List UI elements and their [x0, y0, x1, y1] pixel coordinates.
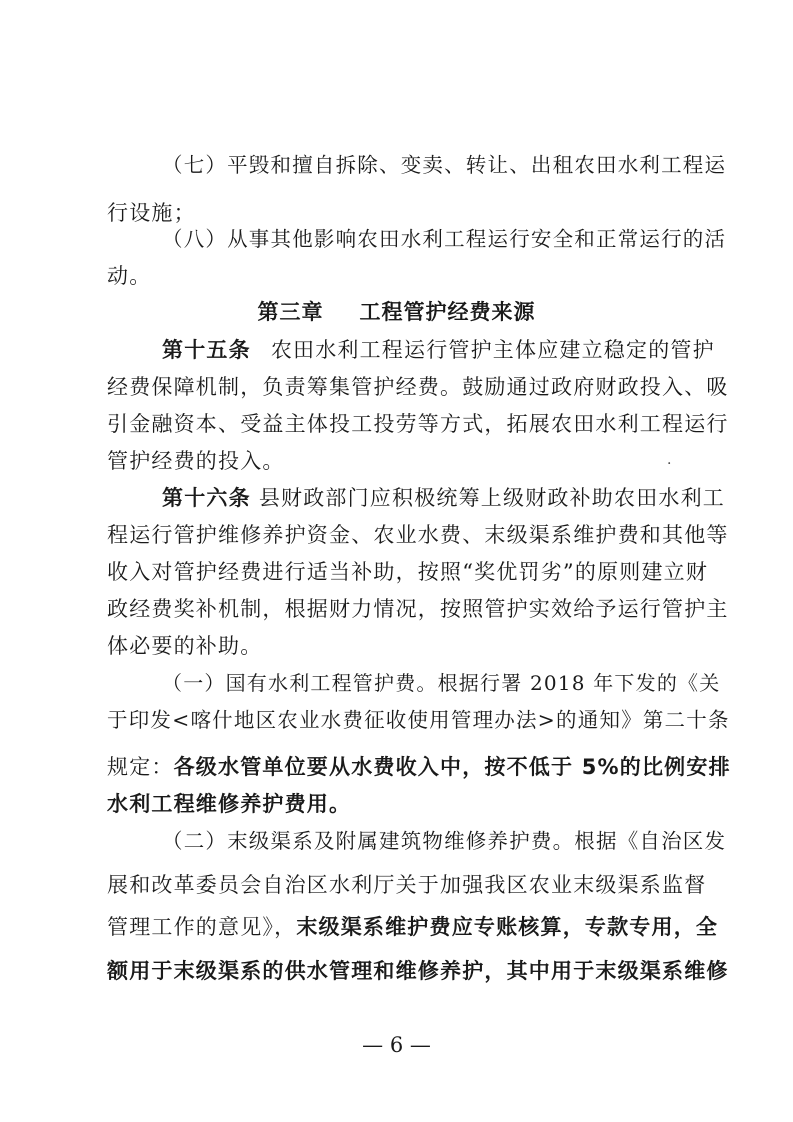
article-16-line-1: [162, 483, 725, 513]
item-2-prefix: 管理工作的意见》，: [107, 915, 297, 939]
article-16-label: 第十六条: [162, 486, 251, 510]
item-1-prefix: 规定：: [107, 755, 174, 779]
chapter-number: 第三章: [257, 300, 324, 324]
paragraph-item-8-line-1: （八）从事其他影响农田水利工程运行安全和正常运行的活: [162, 227, 727, 251]
article-15-line-3: 引金融资本、受益主体投工投劳等方式，拓展农田水利工程运行: [107, 412, 729, 436]
article-15-line-2: 经费保障机制，负责筹集管护经费。鼓励通过政府财政投入、吸: [107, 375, 729, 399]
paragraph-item-7-line-2: 行设施；: [107, 201, 196, 225]
article-16-line-3: 收入对管护经费进行适当补助，按照“奖优罚劣”的原则建立财: [107, 560, 709, 584]
item-2-line-3: [107, 912, 718, 942]
item-2-line-4: 额用于末级渠系的供水管理和维修养护，其中用于末级渠系维修: [107, 959, 729, 983]
article-15-text-1: 农田水利工程运行管护主体应建立稳定的管护: [270, 338, 715, 362]
article-15-line-1: [162, 335, 715, 365]
item-1-line-3: [107, 752, 731, 782]
item-1-line-1: （一）国有水利工程管护费。根据行署 2018 年下发的《关: [162, 671, 721, 695]
speck-mark: ·: [667, 456, 672, 472]
article-15-line-4: 管护经费的投入。: [107, 449, 285, 473]
paragraph-item-7-line-1: （七）平毁和擅自拆除、变卖、转让、出租农田水利工程运: [162, 153, 727, 177]
article-16-line-5: 体必要的补助。: [107, 634, 263, 658]
chapter-title: 工程管护经费来源: [359, 300, 536, 324]
page-number: — 6 —: [362, 1033, 431, 1057]
article-16-line-2: 程运行管护维修养护资金、农业水费、末级渠系维护费和其他等: [107, 523, 729, 547]
item-2-line-2: 展和改革委员会自治区水利厅关于加强我区农业末级渠系监督: [107, 873, 707, 897]
article-16-text-1: 县财政部门应积极统筹上级财政补助农田水利工: [258, 486, 726, 510]
article-15-label: 第十五条: [162, 338, 251, 362]
item-1-line-4: 水利工程维修养护费用。: [107, 792, 352, 816]
paragraph-item-8-line-2: 动。: [107, 264, 152, 288]
item-2-line-1: （二）末级渠系及附属建筑物维修养护费。根据《自治区发: [162, 829, 727, 853]
item-1-line-2: 于印发<喀什地区农业水费征收使用管理办法>的通知》第二十条: [107, 708, 730, 732]
item-1-bold-1: 各级水管单位要从水费收入中，按不低于 5%的比例安排: [173, 755, 731, 779]
item-2-bold-1: 末级渠系维护费应专账核算，专款专用，全: [296, 915, 719, 939]
article-16-line-4: 政经费奖补机制，根据财力情况，按照管护实效给予运行管护主: [107, 597, 729, 621]
chapter-heading: [0, 297, 793, 327]
